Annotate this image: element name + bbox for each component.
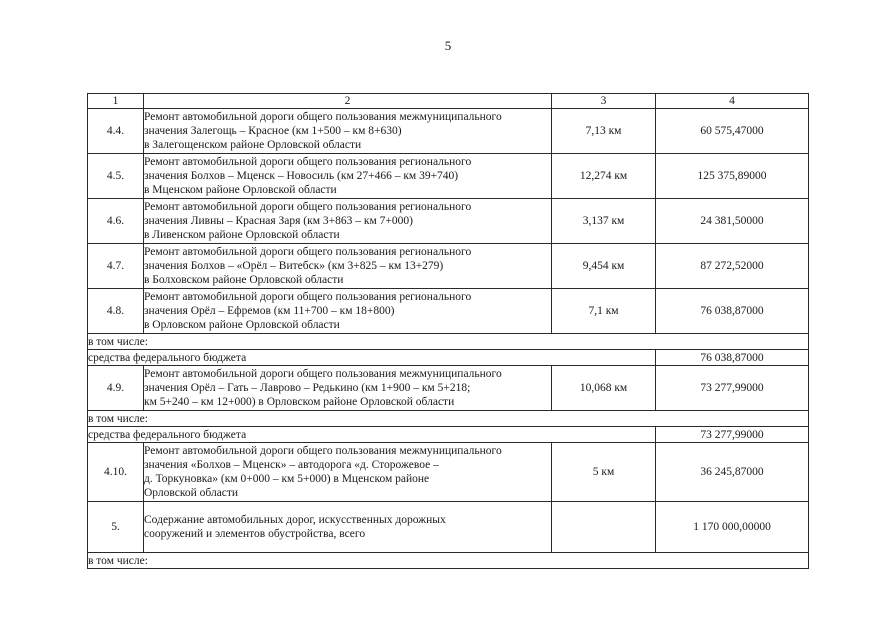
row-amount: 125 375,89000 xyxy=(656,154,809,199)
table-row xyxy=(88,289,809,334)
description-line: в Ливенском районе Орловской области xyxy=(144,229,340,241)
budget-table xyxy=(87,93,809,569)
row-description xyxy=(144,109,552,154)
description-line: значения Ливны – Красная Заря (км 3+863 – км 7+000) xyxy=(144,215,413,227)
row-length: 12,274 км xyxy=(552,154,656,199)
table-header-row xyxy=(88,94,809,109)
description-line: значения Орёл – Гать – Лаврово – Редькино (км 1+900 – км 5+218; xyxy=(144,382,471,394)
including-label: в том числе: xyxy=(88,553,809,569)
including-row xyxy=(88,334,809,350)
row-amount: 36 245,87000 xyxy=(656,443,809,502)
table-row xyxy=(88,199,809,244)
description-line: км 5+240 – км 12+000) в Орловском районе Орловской области xyxy=(144,396,455,408)
row-number: 4.4. xyxy=(88,109,144,154)
description-line: в Мценском районе Орловской области xyxy=(144,184,337,196)
row-amount: 60 575,47000 xyxy=(656,109,809,154)
federal-budget-amount: 73 277,99000 xyxy=(656,427,809,443)
table-row xyxy=(88,244,809,289)
description-line: Ремонт автомобильной дороги общего пользования межмуниципального xyxy=(144,111,502,123)
row-length: 10,068 км xyxy=(552,366,656,411)
including-row xyxy=(88,553,809,569)
description-line: Ремонт автомобильной дороги общего пользования регионального xyxy=(144,246,472,258)
row-description xyxy=(144,154,552,199)
row-number: 4.6. xyxy=(88,199,144,244)
table-row xyxy=(88,443,809,502)
row-length: 9,454 км xyxy=(552,244,656,289)
row-number: 4.10. xyxy=(88,443,144,502)
row-length: 5 км xyxy=(552,443,656,502)
column-header-4: 4 xyxy=(656,94,809,109)
description-line: д. Торкуновка» (км 0+000 – км 5+000) в Мценском районе xyxy=(144,473,430,485)
row-length xyxy=(552,502,656,553)
row-number: 4.5. xyxy=(88,154,144,199)
federal-budget-amount: 76 038,87000 xyxy=(656,350,809,366)
row-number: 4.9. xyxy=(88,366,144,411)
description-line: Орловской области xyxy=(144,487,239,499)
description-line: значения Болхов – Мценск – Новосиль (км 27+466 – км 39+740) xyxy=(144,170,459,182)
row-description xyxy=(144,366,552,411)
row-amount: 73 277,99000 xyxy=(656,366,809,411)
description-line: Содержание автомобильных дорог, искусственных дорожных xyxy=(144,514,446,526)
row-number: 4.8. xyxy=(88,289,144,334)
federal-budget-label: средства федерального бюджета xyxy=(88,350,656,366)
column-header-1: 1 xyxy=(88,94,144,109)
table-row xyxy=(88,502,809,553)
row-description xyxy=(144,244,552,289)
description-line: в Орловском районе Орловской области xyxy=(144,319,340,331)
description-line: Ремонт автомобильной дороги общего пользования межмуниципального xyxy=(144,445,502,457)
federal-budget-label: средства федерального бюджета xyxy=(88,427,656,443)
row-description xyxy=(144,199,552,244)
description-line: сооружений и элементов обустройства, всего xyxy=(144,528,366,540)
row-length: 7,13 км xyxy=(552,109,656,154)
federal-budget-row xyxy=(88,350,809,366)
row-description xyxy=(144,289,552,334)
description-line: Ремонт автомобильной дороги общего пользования межмуниципального xyxy=(144,368,502,380)
table-row xyxy=(88,154,809,199)
including-label: в том числе: xyxy=(88,411,809,427)
row-amount: 76 038,87000 xyxy=(656,289,809,334)
row-length: 7,1 км xyxy=(552,289,656,334)
description-line: в Залегощенском районе Орловской области xyxy=(144,139,362,151)
row-length: 3,137 км xyxy=(552,199,656,244)
including-row xyxy=(88,411,809,427)
row-amount: 24 381,50000 xyxy=(656,199,809,244)
federal-budget-row xyxy=(88,427,809,443)
row-number: 5. xyxy=(88,502,144,553)
including-label: в том числе: xyxy=(88,334,809,350)
description-line: Ремонт автомобильной дороги общего пользования регионального xyxy=(144,156,472,168)
description-line: в Болховском районе Орловской области xyxy=(144,274,344,286)
row-description xyxy=(144,502,552,553)
description-line: Ремонт автомобильной дороги общего пользования регионального xyxy=(144,201,472,213)
description-line: значения Болхов – «Орёл – Витебск» (км 3+825 – км 13+279) xyxy=(144,260,444,272)
description-line: Ремонт автомобильной дороги общего пользования регионального xyxy=(144,291,472,303)
row-description xyxy=(144,443,552,502)
description-line: значения Орёл – Ефремов (км 11+700 – км 18+800) xyxy=(144,305,395,317)
table-row xyxy=(88,109,809,154)
row-amount: 87 272,52000 xyxy=(656,244,809,289)
row-amount: 1 170 000,00000 xyxy=(656,502,809,553)
column-header-2: 2 xyxy=(144,94,552,109)
column-header-3: 3 xyxy=(552,94,656,109)
description-line: значения «Болхов – Мценск» – автодорога «д. Сторожевое – xyxy=(144,459,439,471)
description-line: значения Залегощь – Красное (км 1+500 – км 8+630) xyxy=(144,125,402,137)
page-number: 5 xyxy=(444,38,452,53)
row-number: 4.7. xyxy=(88,244,144,289)
table-row xyxy=(88,366,809,411)
